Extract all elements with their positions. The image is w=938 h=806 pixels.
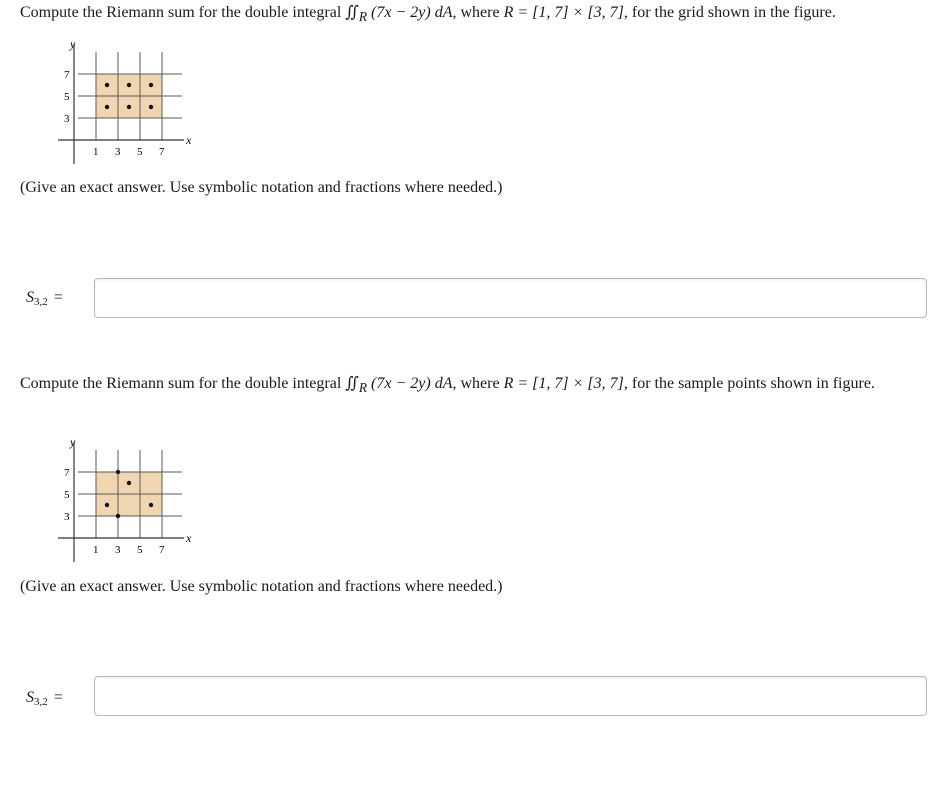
question-2-text: Compute the Riemann sum for the double integral $∬_R$ (7x − 2y) dA, where R = [1, 7] × [3, 7], for the sample points shown in figure. xyxy=(20,375,875,396)
x-tick-label: 7 xyxy=(159,544,165,556)
y-tick-label: 5 xyxy=(64,91,70,103)
answer-input-2[interactable] xyxy=(94,676,927,716)
y-tick-label: 5 xyxy=(64,489,70,501)
instruction-note: (Give an exact answer. Use symbolic notation and fractions where needed.) xyxy=(20,578,503,595)
y-axis-label: y xyxy=(70,37,76,51)
sample-point xyxy=(105,83,109,87)
instruction-note: (Give an exact answer. Use symbolic notation and fractions where needed.) xyxy=(20,179,503,196)
sample-points-figure-2 xyxy=(44,434,194,564)
sample-point xyxy=(149,83,153,87)
y-axis-label: y xyxy=(70,435,76,449)
grid-lines xyxy=(78,52,182,140)
x-axis-label: x xyxy=(186,531,192,545)
sample-point xyxy=(116,514,120,518)
x-axis-label: x xyxy=(186,133,192,147)
answer-input-1[interactable] xyxy=(94,278,927,318)
y-tick-label: 7 xyxy=(64,69,70,81)
sample-point xyxy=(149,105,153,109)
sample-point xyxy=(149,503,153,507)
double-integral-symbol: ∬ xyxy=(345,4,359,21)
x-tick-label: 3 xyxy=(115,146,121,158)
sample-point xyxy=(105,503,109,507)
sample-point xyxy=(127,83,131,87)
grid-figure-1 xyxy=(44,36,194,166)
answer-label: $S_{3,2}$ = xyxy=(26,289,63,308)
grid-lines xyxy=(78,450,182,538)
x-tick-label: 7 xyxy=(159,146,165,158)
y-tick-label: 7 xyxy=(64,467,70,479)
y-tick-label: 3 xyxy=(64,113,70,125)
sample-point xyxy=(127,105,131,109)
x-tick-label: 5 xyxy=(137,544,143,556)
x-tick-label: 1 xyxy=(93,544,99,556)
sample-point xyxy=(127,481,131,485)
sample-point xyxy=(105,105,109,109)
x-tick-label: 3 xyxy=(115,544,121,556)
y-tick-label: 3 xyxy=(64,511,70,523)
sample-point xyxy=(116,470,120,474)
x-tick-label: 5 xyxy=(137,146,143,158)
x-tick-label: 1 xyxy=(93,146,99,158)
question-1-text: Compute the Riemann sum for the double integral $∬_R$ (7x − 2y) dA, where R = [1, 7] × [3, 7], for the grid shown in the figure. xyxy=(20,4,836,25)
answer-label: $S_{3,2}$ = xyxy=(26,689,63,708)
double-integral-symbol: ∬ xyxy=(345,375,359,392)
